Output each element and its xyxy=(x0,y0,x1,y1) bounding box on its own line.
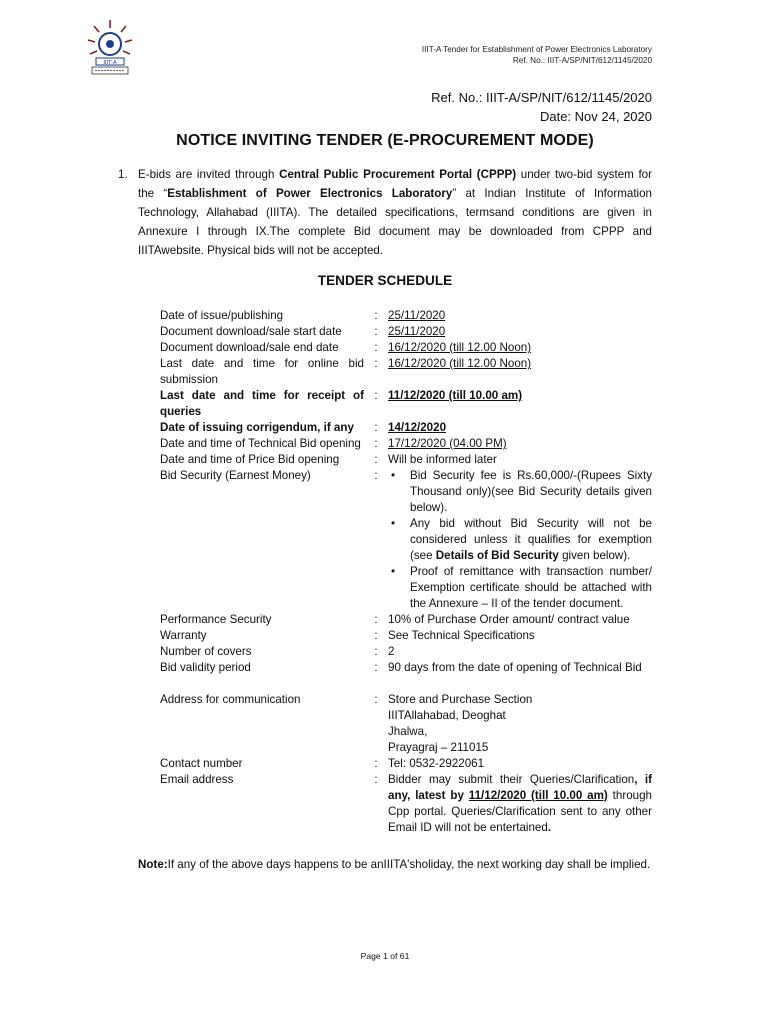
row-label: Email address xyxy=(160,773,234,786)
row-colon: : xyxy=(374,389,378,402)
row-colon: : xyxy=(374,357,378,370)
para-text-1: E-bids are invited through xyxy=(138,168,280,181)
row-colon: : xyxy=(374,629,378,642)
row-label: Date and time of Price Bid opening xyxy=(160,453,340,466)
row-colon: : xyxy=(374,613,378,626)
institute-logo-icon xyxy=(80,16,140,78)
email-bold-text: , if any, latest by xyxy=(388,773,652,802)
schedule-row xyxy=(160,340,652,356)
tender-schedule xyxy=(160,308,652,836)
bid-security-bullet: • Proof of remittance with transaction number/ Exemption certificate should be attached with the Annexure – II of the tender document. xyxy=(388,564,652,612)
row-value: 17/12/2020 (04.00 PM) xyxy=(388,437,507,450)
institute-logo xyxy=(80,16,140,78)
bid-security-details xyxy=(388,468,652,612)
address-line: Jhalwa, xyxy=(388,725,428,738)
row-colon: : xyxy=(374,773,378,786)
row-colon: : xyxy=(374,661,378,674)
note-text: If any of the above days happens to be anIIITA'sholiday, the next working day shall be implied. xyxy=(167,858,651,871)
row-colon: : xyxy=(374,757,378,770)
row-value: 2 xyxy=(388,645,395,658)
para-bold-project: Establishment of Power Electronics Laboratory xyxy=(167,187,453,200)
running-header xyxy=(422,44,652,66)
email-period: . xyxy=(547,821,552,834)
bullet-text: given below). xyxy=(558,549,631,562)
bid-security-bullet xyxy=(388,516,652,564)
schedule-row xyxy=(160,628,652,644)
row-label: Bid validity period xyxy=(160,661,251,674)
row-colon: : xyxy=(374,421,378,434)
schedule-row xyxy=(160,356,652,388)
row-value: Tel: 0532-2922061 xyxy=(388,757,485,770)
para-text-3: ” at Indian Institute of Information Technology, Allahabad (IIITA). The detailed specifications, termsand conditions are given in Annexure I through IX.The complete Bid document may be downloaded from CPPP and IIITAwebsite. Physical bids will not be accepted. xyxy=(138,187,653,257)
schedule-row xyxy=(160,308,652,324)
reference-block xyxy=(431,88,652,126)
row-label: Document download/sale end date xyxy=(160,341,339,354)
row-colon: : xyxy=(374,469,378,482)
row-value: 16/12/2020 (till 12.00 Noon) xyxy=(388,341,532,354)
address-value xyxy=(388,692,652,756)
row-label: Address for communication xyxy=(160,693,301,706)
bid-security-bullet: • Bid Security fee is Rs.60,000/-(Rupees Sixty Thousand only)(see Bid Security details given below). xyxy=(388,468,652,516)
row-colon: : xyxy=(374,341,378,354)
schedule-row xyxy=(160,772,652,836)
row-colon: : xyxy=(374,693,378,706)
header-title: IIIT-A Tender for Establishment of Power Electronics Laboratory xyxy=(421,45,652,54)
row-colon: : xyxy=(374,309,378,322)
row-colon: : xyxy=(374,645,378,658)
para-text-2: under two-bid system for the “ xyxy=(138,168,652,200)
schedule-row xyxy=(160,452,652,468)
page-title: NOTICE INVITING TENDER (E-PROCUREMENT MODE) xyxy=(176,132,594,149)
email-deadline: 11/12/2020 (till 10.00 am) xyxy=(468,789,608,802)
row-label: Date and time of Technical Bid opening xyxy=(160,437,361,450)
row-value: 10% of Purchase Order amount/ contract value xyxy=(388,613,630,626)
row-value: 14/12/2020 xyxy=(388,421,447,434)
row-label: Last date and time for receipt of queries xyxy=(160,389,364,418)
note-label: Note: xyxy=(138,858,168,871)
row-label: Performance Security xyxy=(160,613,272,626)
schedule-heading: TENDER SCHEDULE xyxy=(317,273,453,288)
schedule-row xyxy=(160,324,652,340)
email-value xyxy=(388,772,652,836)
row-label: Date of issue/publishing xyxy=(160,309,284,322)
schedule-row xyxy=(160,692,652,756)
address-line: IIITAllahabad, Deoghat xyxy=(388,709,506,722)
paragraph-text xyxy=(138,165,652,260)
schedule-row xyxy=(160,644,652,660)
row-value: 11/12/2020 (till 10.00 am) xyxy=(388,389,523,402)
address-line: Store and Purchase Section xyxy=(388,693,533,706)
row-label: Bid Security (Earnest Money) xyxy=(160,469,311,482)
schedule-row xyxy=(160,660,652,676)
row-value: 25/11/2020 xyxy=(388,325,446,338)
note xyxy=(138,855,652,875)
bullet-bold-text: Details of Bid Security xyxy=(435,549,559,562)
row-value: 25/11/2020 xyxy=(388,309,446,322)
reference-number: Ref. No.: IIIT-A/SP/NIT/612/1145/2020 xyxy=(431,90,652,105)
row-label: Document download/sale start date xyxy=(160,325,342,338)
reference-date: Date: Nov 24, 2020 xyxy=(539,109,652,124)
row-label: Contact number xyxy=(160,757,243,770)
row-value: See Technical Specifications xyxy=(388,629,535,642)
header-ref: Ref. No.: IIIT-A/SP/NIT/612/1145/2020 xyxy=(512,56,652,65)
paragraph-1 xyxy=(118,165,652,260)
bullet-text: Any bid without Bid Security will not be considered unless it qualifies for exemption (see xyxy=(410,517,652,562)
para-bold-cppp: Central Public Procurement Portal (CPPP) xyxy=(279,168,517,181)
row-label: Date of issuing corrigendum, if any xyxy=(160,421,354,434)
paragraph-number: 1. xyxy=(118,168,128,181)
schedule-row xyxy=(160,388,652,420)
row-label: Warranty xyxy=(160,629,207,642)
schedule-row xyxy=(160,468,652,612)
row-label: Last date and time for online bid submission xyxy=(160,357,364,386)
schedule-row xyxy=(160,436,652,452)
row-colon: : xyxy=(374,453,378,466)
email-text: through Cpp portal. Queries/Clarification sent to any other Email ID will not be entertained xyxy=(388,789,652,834)
svg-text:IIIT-A: IIIT-A xyxy=(103,60,117,66)
address-line: Prayagraj – 211015 xyxy=(388,741,489,754)
email-text: Bidder may submit their Queries/Clarification xyxy=(388,773,635,786)
row-colon: : xyxy=(374,437,378,450)
schedule-row xyxy=(160,756,652,772)
row-value: 16/12/2020 (till 12.00 Noon) xyxy=(388,357,532,370)
page-number: Page 1 of 61 xyxy=(360,951,410,961)
row-value: Will be informed later xyxy=(388,453,497,466)
schedule-row xyxy=(160,612,652,628)
schedule-row xyxy=(160,420,652,436)
row-value: 90 days from the date of opening of Technical Bid xyxy=(388,661,642,674)
row-colon: : xyxy=(374,325,378,338)
row-label: Number of covers xyxy=(160,645,252,658)
